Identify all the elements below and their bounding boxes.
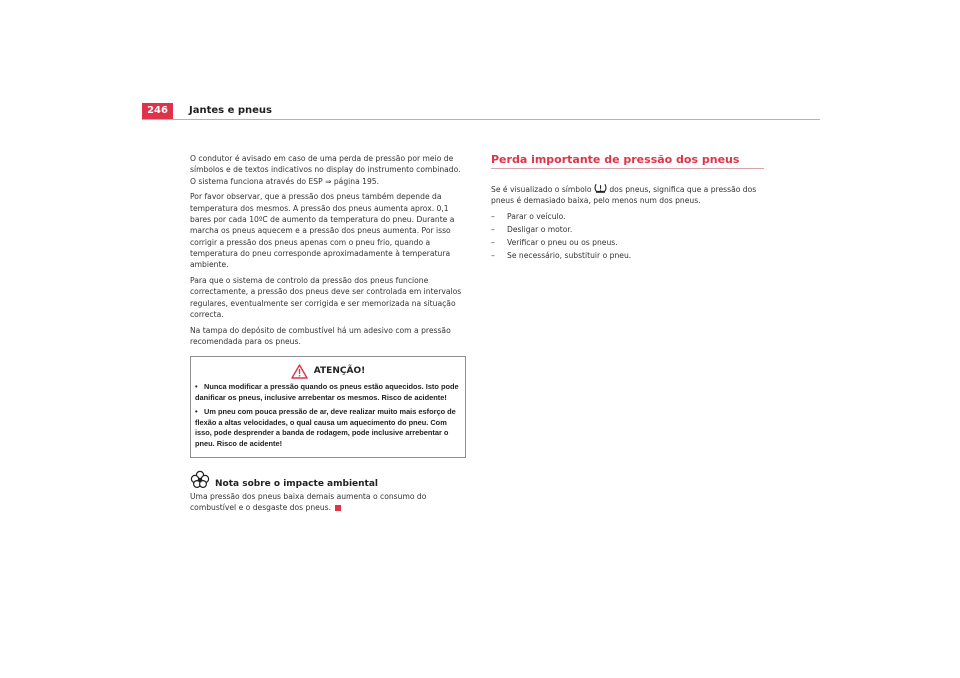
warning-header [195, 360, 461, 382]
list-item [491, 224, 764, 235]
environment-title: Nota sobre o impacte ambiental [215, 479, 379, 490]
warning-triangle-icon [291, 364, 308, 379]
intro-before: Se é visualizado o símbolo [491, 185, 592, 194]
list-item [491, 250, 764, 261]
dash: – [491, 237, 495, 247]
bullet: • [195, 406, 198, 416]
list-item-text: Parar o veículo. [507, 212, 566, 222]
intro-after: dos pneus, significa que a pressão dos pneus é demasiado baixa, pelo menos num dos pneus. [491, 185, 757, 206]
page-number: 246 [142, 103, 173, 119]
right-column [491, 153, 764, 263]
paragraph: Para que o sistema de controlo da pressão dos pneus funcione correctamente, a pressão dos pneus deve ser controlada em intervalos regulares, eventualmente ser corrigida e ser memorizada na situação correcta. [190, 275, 462, 319]
end-of-section-icon [335, 505, 341, 511]
paragraph: Por favor observar, que a pressão dos pneus também depende da temperatura dos mesmos. A pressão dos pneus aumenta aprox. 0,1 bares por cada 10ºC de aumento da temperatura do pneu. Durante a marcha os pneus aquecem e a pressão dos pneus aumenta. Por isso corrigir a pressão dos pneus apenas com o pneu frio, quando a temperatura do pneu corresponde aproximadamente à temperatura ambiente. [190, 192, 455, 270]
environment-text-content: Uma pressão dos pneus baixa demais aumenta o consumo do combustível e o desgaste dos pneus. [190, 492, 427, 513]
warning-item-text: Um pneu com pouca pressão de ar, deve realizar muito mais esforço de flexão a altas velocidades, o qual causa um aquecimento do pneu. Com isso, pode desprender a banda de rodagem, pode inclusive arrebentar o pneu. Risco de acidente! [195, 406, 456, 449]
left-column [190, 153, 466, 518]
list-item-text: Desligar o motor. [507, 224, 573, 234]
list-item-text: Se necessário, substituir o pneu. [507, 250, 632, 260]
paragraph: O condutor é avisado em caso de uma perda de pressão por meio de símbolos e de textos indicativos no display do instrumento combinado. O sistema funciona através do ESP ⇒ página 195. [190, 154, 461, 186]
intro-paragraph [491, 183, 764, 207]
warning-title: ATENÇÃO! [313, 366, 366, 377]
environment-text [190, 491, 466, 514]
list-item [491, 237, 764, 248]
paragraph: Na tampa do depósito de combustível há um adesivo com a pressão recomendada para os pneus. [190, 325, 451, 346]
environment-header [190, 468, 466, 490]
warning-item [195, 382, 461, 404]
page-header [142, 103, 820, 120]
flower-icon [190, 470, 210, 490]
list-item-text: Verificar o pneu ou os pneus. [507, 237, 618, 247]
steps-list [491, 211, 764, 261]
list-item [491, 211, 764, 222]
dash: – [491, 250, 495, 260]
running-title: Jantes e pneus [189, 105, 272, 116]
section-title: Perda importante de pressão dos pneus [491, 153, 764, 169]
tyre-pressure-icon [594, 183, 607, 193]
dash: – [491, 224, 495, 234]
warning-item [195, 407, 461, 450]
dash: – [491, 212, 495, 222]
bullet: • [195, 382, 198, 392]
warning-box [190, 356, 466, 458]
warning-item-text: Nunca modificar a pressão quando os pneus estão aquecidos. Isto pode danificar os pneus, inclusive arrebentar os mesmos. Risco de acidente! [195, 382, 459, 403]
